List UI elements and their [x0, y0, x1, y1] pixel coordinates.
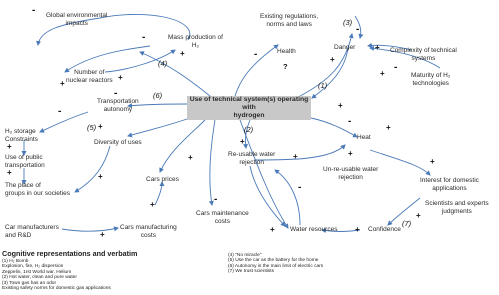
sign-minus: -: [394, 62, 398, 73]
node-global-environmental-impacts: [46, 12, 107, 27]
link-center-to-diversity: [128, 118, 190, 136]
node-reusable-water: [228, 151, 275, 166]
marker-2: (2): [244, 125, 254, 134]
node-label: Car manufacturers: [5, 224, 59, 231]
node-label: Cars maintenance: [196, 210, 249, 217]
node-label: Heat: [357, 134, 371, 141]
node-label: Interest for domestic: [420, 177, 479, 184]
node-label: rejection: [338, 173, 363, 181]
legend-item: (3) Town gas has an odor: [2, 280, 57, 286]
sign-plus: +: [118, 73, 123, 82]
central-concept-line1: Use of technical system(s) operating with: [189, 96, 309, 111]
sign-plus: +: [7, 168, 12, 177]
sign-minus: -: [142, 32, 146, 43]
sign-plus: +: [348, 149, 353, 158]
node-nuclear-reactors: [66, 69, 113, 84]
node-label: The place of: [5, 182, 41, 189]
sign-minus: -: [298, 182, 302, 193]
sign-minus: -: [114, 88, 118, 99]
sign-plus: +: [180, 49, 185, 58]
sign-plus: +: [7, 142, 12, 151]
node-label: Scientists and experts: [425, 200, 489, 207]
node-label: Re-usable water: [228, 151, 276, 158]
node-place-of-groups: [5, 182, 70, 197]
node-label: technologies: [412, 79, 449, 87]
legend-item: Explosion, fire, H₂ dispersion: [2, 264, 64, 270]
node-label: and R&D: [5, 231, 32, 239]
link-center-to-cars-maint: [210, 120, 218, 205]
node-label: H₂ storage: [5, 128, 36, 135]
sign-plus: +: [375, 43, 380, 52]
node-h2-storage: [5, 128, 38, 143]
sign-minus: -: [32, 5, 36, 16]
sign-plus: +: [293, 152, 298, 161]
node-label: applications: [432, 184, 467, 192]
node-label: impacts: [65, 19, 88, 27]
sign-plus: +: [430, 157, 435, 166]
node-cars-manufacturing: [120, 224, 177, 239]
link-center-to-mass-production: [140, 49, 210, 96]
node-heat: [357, 134, 371, 142]
node-water-resources: [290, 226, 337, 234]
legend-item: (5) Use the car as the battery for the home: [228, 258, 319, 264]
link-transport-to-h2-storage: [40, 112, 88, 132]
link-cars-manuf-to-prices: [155, 182, 162, 205]
node-scientists: [425, 200, 489, 215]
sign-plus: +: [386, 123, 391, 132]
legend-item: Zeppelin, 1rst World war, Helium: [2, 269, 72, 275]
link-diversity-to-place: [75, 146, 110, 192]
legend-item: Existing safety norms for domestic gas applications: [2, 286, 111, 292]
node-label: Confidence: [368, 226, 401, 233]
legend-right-column: [228, 253, 323, 275]
legend-item: (4) "No miracle": [228, 253, 262, 258]
link-manufacturers-to-cars-manuf: [62, 228, 118, 231]
central-concept-box: [187, 96, 311, 120]
sign-plus: +: [330, 55, 335, 64]
sign-minus: -: [356, 24, 360, 35]
node-label: groups in our societies: [5, 189, 71, 197]
link-heat-to-interest: [370, 150, 430, 175]
link-reusable-to-water-resources: [250, 166, 285, 226]
sign-plus: +: [60, 79, 65, 88]
node-label: H₂: [191, 41, 200, 49]
legend-left-column: [2, 259, 111, 291]
node-label: rejection: [239, 158, 264, 166]
node-label: Un-re-usable water: [323, 166, 379, 173]
node-label: Cars prices: [146, 176, 179, 183]
node-label: Constraints: [5, 135, 38, 143]
central-concept-line2: hydrogen: [233, 112, 265, 119]
marker-1: (1): [318, 81, 328, 90]
node-label: Mass production of: [168, 34, 223, 41]
node-label: costs: [140, 231, 156, 239]
node-label: Health: [277, 48, 296, 55]
node-car-manufacturers: [5, 224, 59, 239]
node-label: Global environmental: [46, 12, 108, 19]
sign-minus: -: [214, 194, 218, 205]
node-mass-production: [168, 34, 223, 49]
sign-plus: +: [98, 122, 103, 131]
node-label: costs: [214, 217, 230, 225]
sign-plus: +: [380, 69, 385, 78]
node-health: [277, 48, 296, 56]
node-label: autonomy: [103, 105, 133, 113]
node-label: Existing regulations,: [260, 13, 319, 20]
node-label: Number of: [74, 69, 105, 76]
legend-item: (1) H₂ Bomb: [2, 259, 29, 264]
sign-plus: +: [240, 137, 245, 146]
legend-item: (2) Hot water, clean and pure water: [2, 275, 77, 281]
sign-minus: -: [254, 49, 258, 60]
legend-title: Cognitive representations and verbatim: [2, 249, 138, 258]
node-label: Diversity of uses: [94, 139, 142, 146]
sign-plus: +: [338, 101, 343, 110]
question-mark: ?: [283, 62, 288, 71]
node-public-transportation: [5, 154, 45, 169]
node-diversity-of-uses: [94, 139, 142, 147]
node-cars-prices: [146, 176, 179, 184]
node-label: Use of public: [5, 154, 43, 161]
sign-plus: +: [355, 225, 360, 234]
sign-plus: +: [150, 200, 155, 209]
node-unreusable-water: [323, 166, 378, 181]
node-label: Maturity of H₂: [411, 72, 451, 79]
marker-6: (6): [153, 91, 163, 100]
sign-plus: +: [416, 211, 421, 220]
node-danger: [334, 44, 355, 52]
node-label: judgments: [441, 207, 472, 215]
legend-item: (6) Autonomy is the main limit of electric cars: [228, 263, 324, 269]
node-label: norms and laws: [266, 20, 312, 28]
node-cars-maintenance: [196, 210, 249, 225]
link-water-to-reusable: [275, 170, 300, 225]
marker-3: (3): [343, 18, 353, 27]
node-label: Complexity of technical: [390, 47, 457, 54]
sign-minus: -: [58, 106, 62, 117]
sign-plus: +: [98, 172, 103, 181]
sign-plus: +: [188, 153, 193, 162]
node-transportation-autonomy: [97, 98, 139, 113]
node-label: Transportation: [97, 98, 139, 105]
node-existing-regulations: [260, 13, 318, 28]
node-label: Water resources: [290, 226, 338, 233]
node-maturity: [411, 72, 450, 87]
marker-5: (5): [87, 123, 97, 132]
sign-plus: +: [100, 230, 105, 239]
node-complexity: [390, 47, 457, 62]
node-label: nuclear reactors: [66, 76, 113, 84]
node-label: Cars manufacturing: [120, 224, 177, 231]
link-center-to-cars-prices: [160, 120, 205, 172]
legend-item: (7) We trust scientists: [228, 269, 275, 275]
marker-4: (4): [158, 59, 168, 68]
sign-minus: -: [348, 116, 352, 127]
node-confidence: [368, 226, 401, 234]
sign-plus: +: [270, 225, 275, 234]
node-label: systems: [411, 54, 436, 62]
marker-7: (7): [402, 219, 412, 228]
node-interest-domestic: [420, 177, 479, 192]
node-label: transportation: [5, 161, 45, 169]
node-label: Danger: [334, 44, 356, 51]
